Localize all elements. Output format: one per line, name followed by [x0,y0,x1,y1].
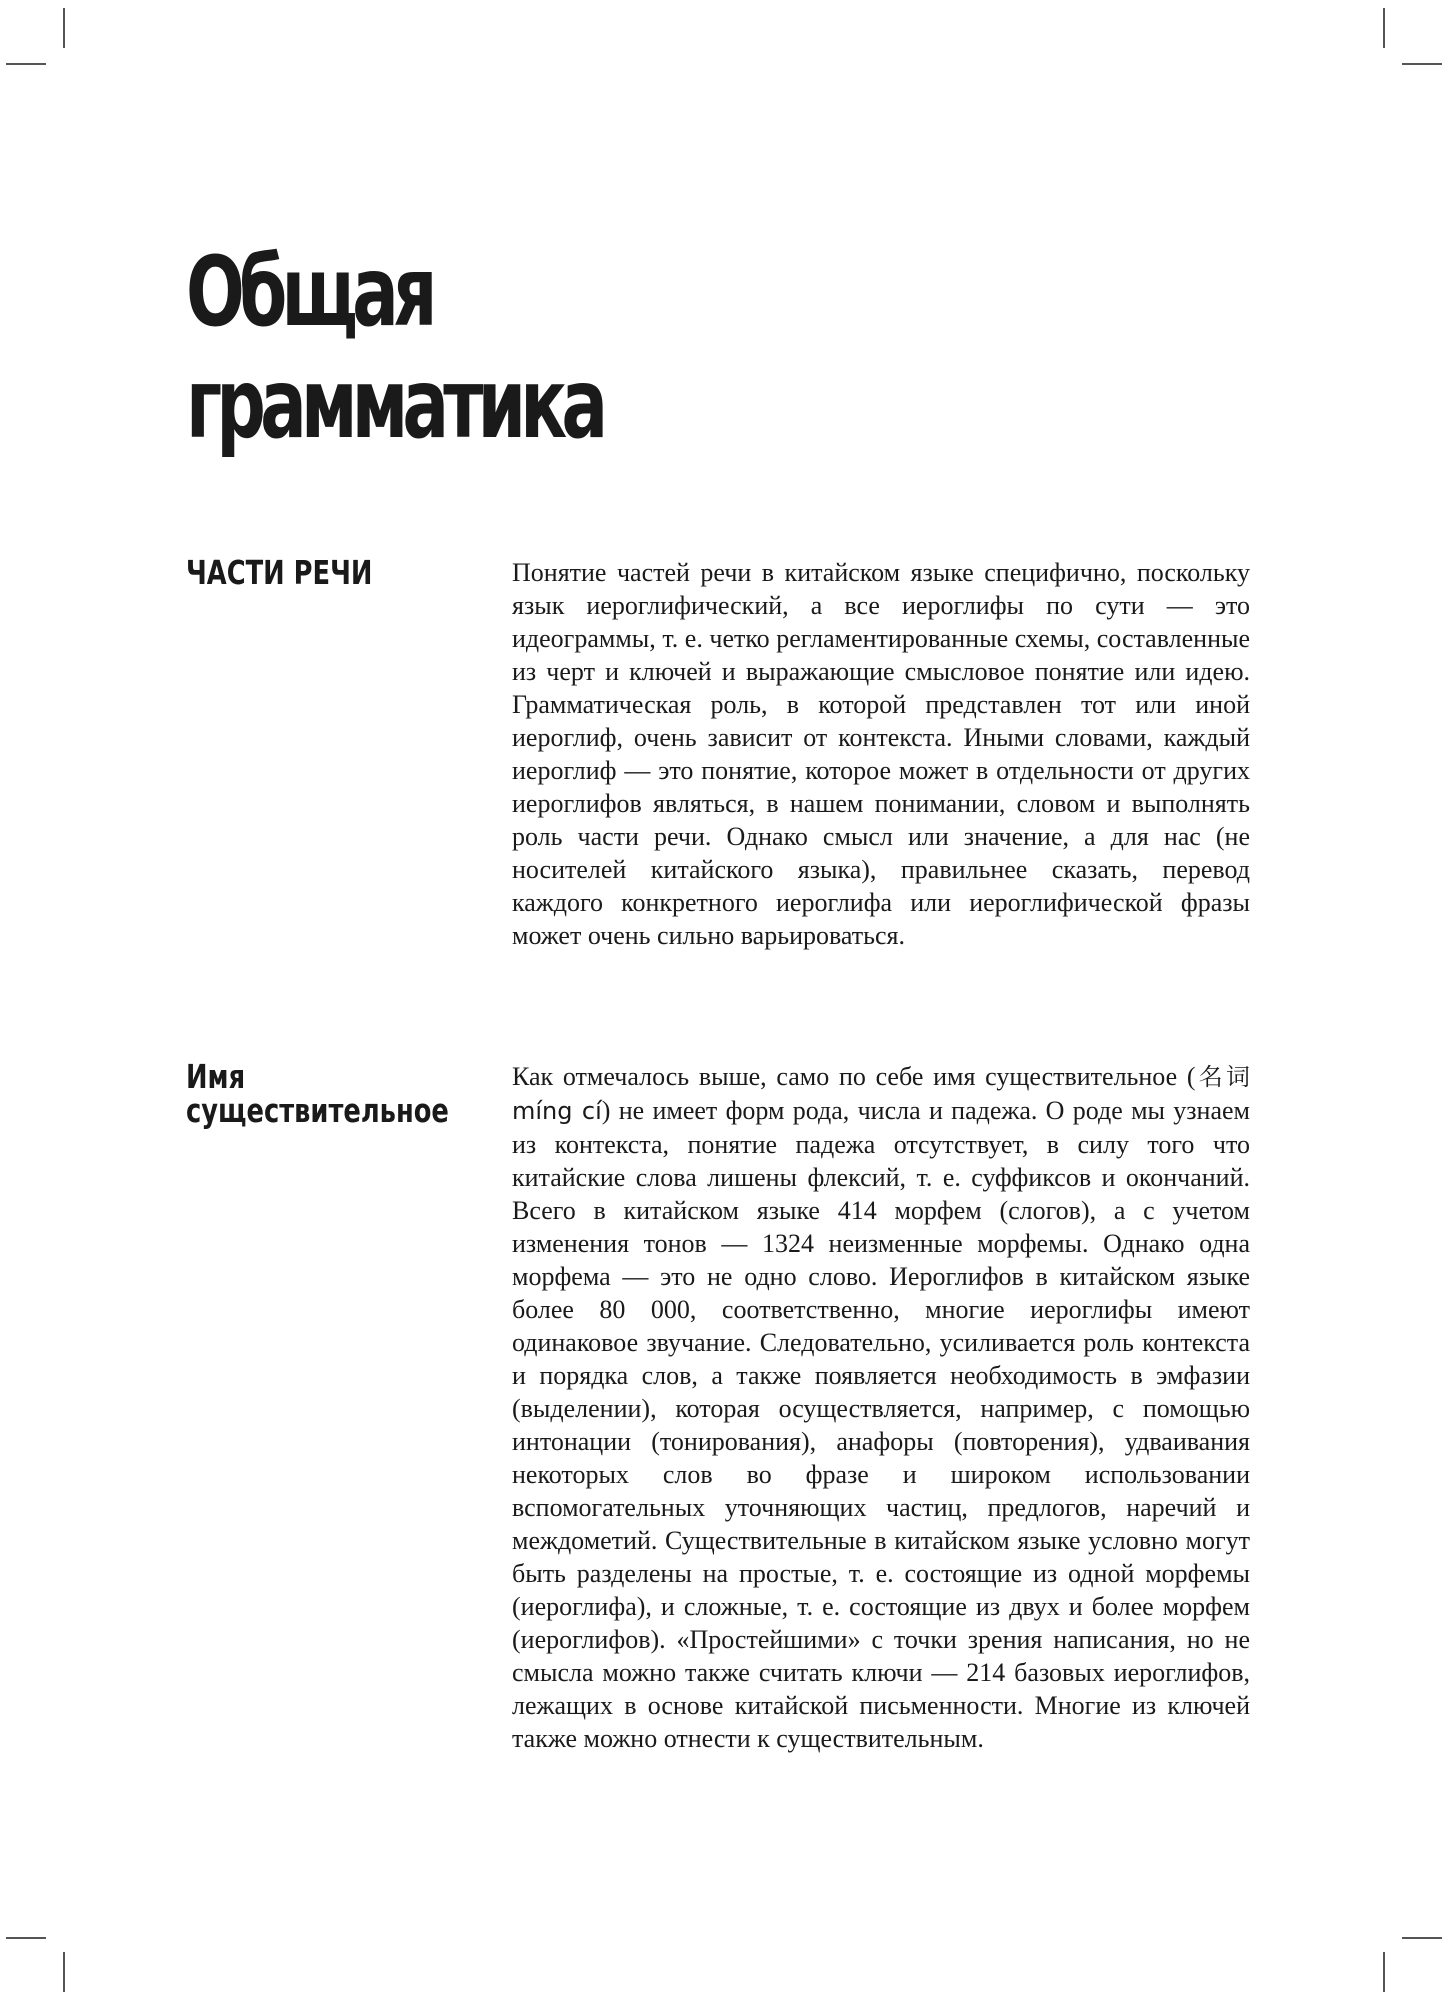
section-body [512,1060,1250,1755]
section-heading [186,553,443,592]
crop-mark-bottom-right-h [1402,1937,1442,1939]
crop-mark-top-right [1383,8,1385,48]
crop-mark-top-right-h [1402,63,1442,65]
chinese-term: 名词 míng cí [512,1063,1250,1125]
section-heading-line-1: ЧАСТИ РЕЧИ [186,553,373,592]
crop-mark-bottom-right [1383,1952,1385,1992]
chapter-title-line-1: Общая [186,236,432,348]
body-text-before: Как отмечалось выше, само по себе имя существительное ( [512,1062,1196,1091]
section-heading [186,1057,449,1130]
chapter-title-line-2: грамматика [186,348,603,460]
section-body: Понятие частей речи в китайском языке специфично, поскольку язык иероглифический, а все иероглифы по сути — это идеограммы, т. е. четко регламентированные схемы, составленные из черт и ключей и выражающие смысловое понятие или идею. Грамматическая роль, в которой представлен тот или иной иероглиф, очень зависит от контекста. Иными словами, каждый иероглиф — это понятие, которое может в отдельности от других иероглифов являться, в нашем понимании, словом и выполнять роль части речи. Однако смысл или значение, а для нас (не носителей китайского языка), правильнее сказать, перевод каждого конкретного иероглифа или иероглифической фразы может очень сильно варьироваться. [512,558,1250,950]
crop-mark-top-left-h [6,63,46,65]
section-heading-line-2: существительное [186,1091,449,1130]
body-text-after: ) не имеет форм рода, числа и падежа. О роде мы узнаем из контекста, понятие падежа отсутствует, в силу того что китайские слова лишены флексий, т. е. суффиксов и окончаний. Всего в китайском языке 414 морфем (слогов), а с учетом изменения тонов — 1324 неизменные морфемы. Однако одна морфема — это не одно слово. Иероглифов в китайском языке более 80 000, соответственно, многие иероглифы имеют одинаковое звучание. Следовательно, усиливается роль контекста и порядка слов, а также появляется необходимость в эмфазии (выделении), которая осуществляется, например, с помощью интонации (тонирования), анафоры (повторения), удваивания некоторых слов во фразе и широком использовании вспомогательных уточняющих частиц, предлогов, наречий и междометий. Существительные в китайском языке условно могут быть разделены на простые, т. е. состоящие из одной морфемы (иероглифа), и сложные, т. е. состоящие из двух и более морфем (иероглифов). «Простейшими» с точки зрения написания, но не смысла можно также считать ключи — 214 базовых иероглифов, лежащих в основе китайской письменности. Многие из ключей также можно отнести к существительным. [512,1096,1251,1753]
section-heading-line-1: Имя [186,1057,246,1096]
crop-mark-top-left [63,8,65,48]
chapter-title [186,236,690,460]
crop-mark-bottom-left [63,1952,65,1992]
crop-mark-bottom-left-h [6,1937,46,1939]
